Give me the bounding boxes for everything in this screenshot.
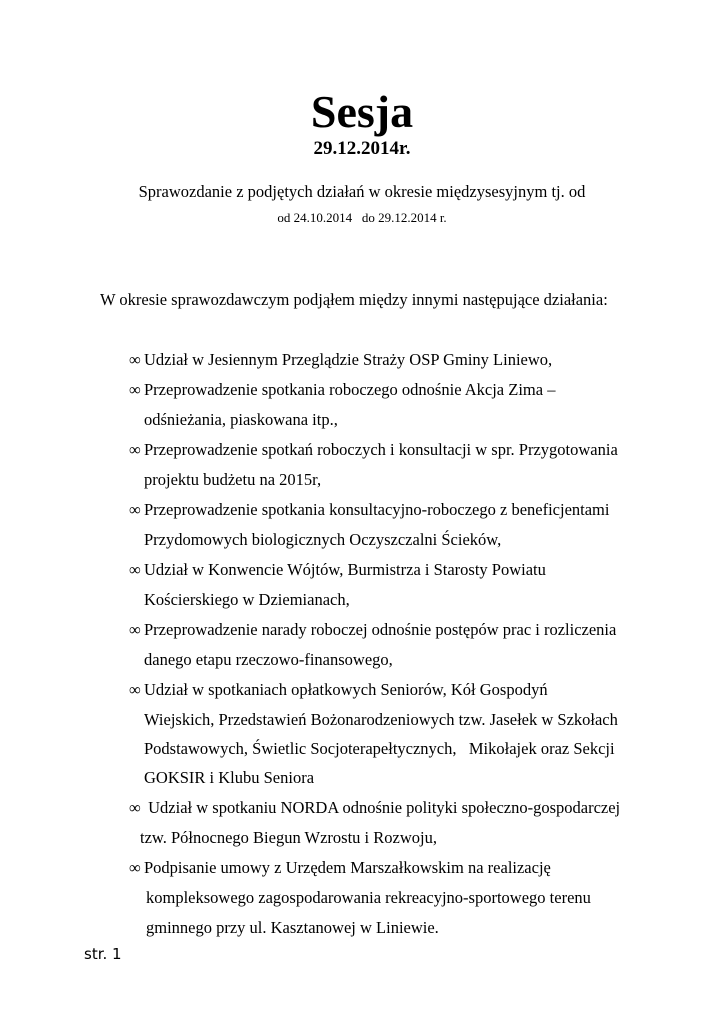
list-item — [129, 379, 555, 401]
page-number: str. 1 — [84, 945, 122, 963]
list-item-continuation: danego etapu rzeczowo-finansowego, — [144, 650, 393, 669]
list-item — [129, 679, 548, 701]
list-item-continuation: kompleksowego zagospodarowania rekreacyjno-sportowego terenu — [146, 888, 591, 907]
list-item — [129, 349, 552, 371]
list-item-continuation: gminnego przy ul. Kasztanowej w Liniewie. — [146, 918, 439, 937]
list-item-text: Udział w spotkaniach opłatkowych Seniorów, Kół Gospodyń — [144, 680, 548, 699]
document-title: Sesja — [310, 86, 414, 137]
infinity-bullet-icon: ∞ — [129, 380, 141, 399]
list-item — [129, 499, 609, 521]
list-item-text: Podpisanie umowy z Urzędem Marszałkowskim na realizację — [144, 858, 551, 877]
infinity-bullet-icon: ∞ — [129, 798, 141, 817]
list-item-text: Przeprowadzenie narady roboczej odnośnie postępów prac i rozliczenia — [144, 620, 617, 639]
list-item — [129, 797, 620, 819]
list-item-text: Udział w Jesiennym Przeglądzie Straży OSP Gminy Liniewo, — [144, 350, 553, 369]
intro-paragraph: W okresie sprawozdawczym podjąłem między innymi następujące działania: — [100, 290, 608, 309]
list-item-continuation: Kościerskiego w Dziemianach, — [144, 590, 350, 609]
list-item-continuation: odśnieżania, piaskowana itp., — [144, 410, 338, 429]
list-item-continuation: Wiejskich, Przedstawień Bożonarodzeniowych tzw. Jasełek w Szkołach — [144, 710, 618, 729]
list-item-text: Przeprowadzenie spotkań roboczych i konsultacji w spr. Przygotowania — [144, 440, 618, 459]
list-item-continuation: Podstawowych, Świetlic Socjoterapełtycznych, Mikołajek oraz Sekcji — [144, 739, 615, 758]
list-item-continuation: projektu budżetu na 2015r, — [144, 470, 322, 489]
infinity-bullet-icon: ∞ — [129, 560, 141, 579]
list-item-text: Udział w spotkaniu NORDA odnośnie polityki społeczno-gospodarczej — [144, 798, 621, 817]
list-item-text: Udział w Konwencie Wójtów, Burmistrza i Starosty Powiatu — [144, 560, 546, 579]
infinity-bullet-icon: ∞ — [129, 500, 141, 519]
infinity-bullet-icon: ∞ — [129, 440, 141, 459]
session-date: 29.12.2014r. — [313, 138, 411, 159]
report-period: od 24.10.2014 do 29.12.2014 r. — [277, 210, 447, 225]
list-item-continuation: tzw. Północnego Biegun Wzrostu i Rozwoju, — [140, 828, 437, 847]
infinity-bullet-icon: ∞ — [129, 350, 141, 369]
list-item-text: Przeprowadzenie spotkania konsultacyjno-roboczego z beneficjentami — [144, 500, 610, 519]
list-item-continuation: GOKSIR i Klubu Seniora — [144, 768, 315, 787]
list-item-continuation: Przydomowych biologicznych Oczyszczalni Ścieków, — [144, 530, 502, 549]
infinity-bullet-icon: ∞ — [129, 620, 141, 639]
infinity-bullet-icon: ∞ — [129, 858, 141, 877]
list-item — [129, 439, 618, 461]
infinity-bullet-icon: ∞ — [129, 680, 141, 699]
list-item — [129, 559, 546, 581]
report-subtitle: Sprawozdanie z podjętych działań w okresie międzysesyjnym tj. od — [138, 182, 586, 201]
list-item — [129, 619, 616, 641]
list-item-text: Przeprowadzenie spotkania roboczego odnośnie Akcja Zima – — [144, 380, 556, 399]
list-item — [129, 857, 551, 879]
